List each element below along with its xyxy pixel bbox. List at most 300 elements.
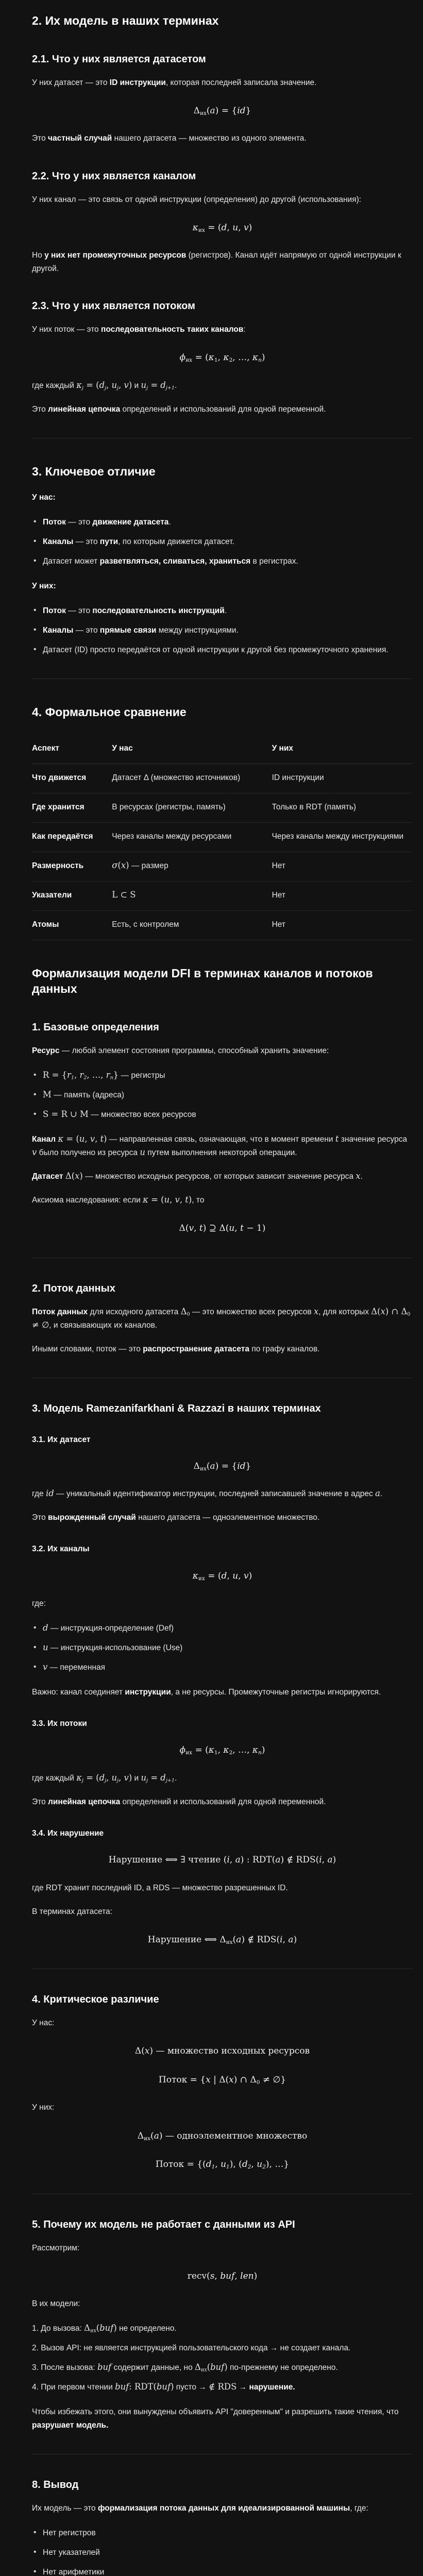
table-row (32, 852, 413, 881)
text-segment: нашего датасета — множество из одного элемента. (112, 134, 307, 143)
text-segment: κ (208, 352, 214, 363)
text-segment: v (244, 1570, 249, 1581)
text-segment: Размерность (32, 861, 84, 870)
text-segment: между инструкциями. (156, 625, 239, 635)
text-segment: разрушает модель. (32, 2421, 109, 2430)
paragraph (32, 1343, 413, 1356)
text-segment: разветвляться, сливаться, храниться (99, 556, 251, 566)
text-segment: их (200, 2367, 207, 2373)
text-segment: t (100, 1133, 104, 1144)
text-segment: где: (32, 1599, 46, 1608)
text-segment: У нас: (32, 493, 56, 502)
text-segment: У них: (32, 581, 56, 590)
text-segment: где каждый (32, 1773, 77, 1783)
formula-block (32, 1933, 413, 1947)
text-segment: по графу каналов. (249, 1344, 320, 1353)
text-segment: их (198, 1575, 205, 1582)
subsubsection-heading (32, 1435, 413, 1445)
text-segment: κ (252, 1745, 259, 1756)
text-segment: — это (73, 537, 100, 546)
text-segment: buf (156, 2382, 171, 2392)
paragraph (32, 491, 413, 504)
text-segment: κ (58, 1133, 64, 1144)
text-segment: В их модели: (32, 2299, 80, 2309)
text-segment: ) (224, 2362, 228, 2372)
subsection-heading (32, 1402, 413, 1415)
paragraph (32, 323, 413, 336)
text-segment: , которая последней записала значение. (165, 78, 317, 87)
text-segment: a (154, 2130, 159, 2141)
text-segment: 8. Вывод (32, 2479, 79, 2491)
list-item (32, 1641, 413, 1655)
text-segment: ) (261, 1745, 265, 1756)
text-segment: вырожденный случай (48, 1513, 136, 1522)
paragraph (32, 2405, 413, 2432)
text-segment: j (105, 385, 107, 391)
subsection-heading (32, 1993, 413, 2006)
text-segment: j+1 (165, 385, 175, 391)
text-segment: u (141, 1772, 147, 1783)
text-segment: 2.1. Что у них является датасетом (32, 53, 206, 65)
text-segment: нашего датасета — одноэлементное множество. (136, 1513, 320, 1522)
text-segment: x (206, 2074, 211, 2085)
formula-block (32, 2269, 413, 2284)
paragraph (32, 193, 413, 207)
text-segment: , (84, 1133, 90, 1144)
text-segment: пусто → (174, 2383, 209, 2392)
text-segment: κ (192, 1570, 198, 1581)
text-segment: d (99, 380, 105, 390)
text-segment: ) ∩ Δ (233, 2074, 257, 2085)
text-segment: по-прежнему не определено. (227, 2363, 338, 2372)
text-segment: , (217, 1745, 224, 1756)
text-segment: 1 (214, 357, 218, 364)
text-segment: Поток (43, 517, 66, 527)
text-segment: Только в RDT (память) (272, 802, 357, 811)
text-segment: — уникальный идентификатор инструкции, последней записавшей значение в адрес (54, 1489, 376, 1499)
text-segment: , (119, 380, 124, 390)
text-segment: Нарушение ⟺ ∃ чтение ( (108, 1855, 227, 1866)
table-header-cell: Аспект (32, 735, 112, 764)
text-segment: κ (76, 380, 82, 390)
list-item (32, 555, 413, 568)
text-segment: a (235, 1855, 241, 1866)
text-segment: в регистрах. (250, 556, 298, 566)
formula-block (32, 1569, 413, 1584)
table-cell (112, 764, 272, 793)
text-segment: 1 (211, 2163, 215, 2170)
text-segment: Есть, с контролем (112, 920, 179, 929)
text-segment: движение датасета (92, 517, 169, 527)
text-segment: v (124, 380, 129, 390)
text-segment: κ (223, 352, 229, 363)
text-segment: κ (223, 1745, 229, 1756)
text-segment: κ (76, 1772, 82, 1783)
text-segment: v (244, 222, 249, 233)
text-segment: ( (206, 105, 210, 116)
text-segment: M (43, 1089, 52, 1099)
table-row (32, 822, 413, 852)
text-segment: 5. Почему их модель не работает с данными из API (32, 2218, 295, 2230)
text-segment: id (237, 105, 246, 116)
text-segment: d (99, 1772, 105, 1783)
list-item (32, 2527, 413, 2540)
bullet-list (32, 1622, 413, 1674)
text-segment: ) (171, 2382, 174, 2392)
text-segment: t (199, 1223, 203, 1234)
text-segment: u (232, 222, 239, 233)
text-segment: , (282, 1934, 289, 1945)
text-segment: = ( (205, 222, 222, 233)
paragraph (32, 249, 413, 276)
text-segment: L ⊂ S (112, 889, 136, 900)
text-segment: было получено из ресурса (37, 1148, 140, 1157)
text-segment: Δ (401, 1306, 408, 1316)
text-segment: j (81, 1777, 83, 1784)
text-segment: u (43, 1642, 48, 1653)
table-row (32, 793, 413, 822)
text-segment: их (185, 1750, 193, 1756)
list-item (32, 516, 413, 529)
table-cell (32, 764, 112, 793)
text-segment: Где хранится (32, 802, 84, 811)
table-cell (112, 793, 272, 822)
text-segment: κ (192, 222, 198, 233)
text-segment: | Δ( (210, 2074, 229, 2085)
text-segment: их (199, 110, 207, 116)
paragraph (32, 1597, 413, 1611)
paragraph (32, 379, 413, 393)
text-segment: , (170, 1195, 175, 1205)
text-segment: — множество исходных ресурсов, от которых зависит значение ресурса (82, 1172, 356, 1181)
text-segment: Δ (195, 2362, 201, 2372)
text-segment: , (214, 2270, 221, 2281)
text-segment: , (106, 1772, 112, 1783)
text-segment: , (229, 1855, 235, 1866)
text-segment: Это (32, 134, 48, 143)
table-cell (272, 911, 413, 940)
text-segment: Каналы (43, 537, 74, 546)
paragraph (32, 2502, 413, 2515)
text-segment: = ( (83, 1772, 99, 1783)
text-segment: len (240, 2270, 254, 2281)
text-segment: s (210, 2270, 215, 2281)
list-item (32, 1089, 413, 1102)
text-segment: 0 (256, 2079, 260, 2086)
text-segment: } (113, 1070, 119, 1080)
text-segment: ), …} (265, 2159, 290, 2170)
text-segment: , (234, 2270, 241, 2281)
text-segment: . (360, 1172, 363, 1181)
table-cell (32, 822, 112, 852)
table-cell (112, 911, 272, 940)
formula-block (32, 104, 413, 118)
text-segment: У нас: (32, 2019, 55, 2028)
text-segment: ) (188, 1195, 192, 1205)
formula-block (32, 1459, 413, 1474)
text-segment: = ( (148, 1195, 164, 1205)
text-segment: последовательность инструкций (92, 606, 225, 615)
text-segment: t (185, 1195, 189, 1205)
text-segment: j (105, 1777, 107, 1784)
text-segment: 0 (407, 1311, 411, 1317)
text-segment: Но (32, 251, 45, 260)
text-segment: , (234, 1223, 241, 1234)
text-segment: 0 (187, 1311, 190, 1317)
text-segment: ) (113, 2323, 117, 2333)
text-segment: ) (104, 1133, 107, 1144)
text-segment: , (179, 1195, 185, 1205)
text-segment: — регистры (119, 1071, 165, 1080)
text-segment: , по которым движется датасет. (118, 537, 234, 546)
text-segment: a (327, 1855, 333, 1866)
text-segment: ) (128, 1772, 132, 1783)
text-segment: u (164, 1195, 170, 1205)
text-segment: , (74, 1070, 80, 1080)
text-segment: M (80, 1109, 89, 1119)
text-segment: ≠ ∅ (32, 1319, 49, 1330)
text-segment: . (224, 606, 227, 615)
text-segment: Важно: канал соединяет (32, 1688, 125, 1697)
formula-block (32, 1853, 413, 1868)
text-segment: Канал (32, 1134, 58, 1144)
text-segment: — множество всех ресурсов (88, 1110, 196, 1119)
text-segment: ) ∉ RDS( (280, 1855, 319, 1866)
text-segment: их (198, 227, 205, 233)
list-item (32, 2546, 413, 2560)
text-segment: У них канал — это связь от одной инструкции (определения) до другой (использования): (32, 195, 362, 204)
list-item (32, 2381, 413, 2394)
text-segment: Чтобы избежать этого, они вынуждены объявить API "доверенным" и разрешить такие чтения, что (32, 2408, 399, 2417)
text-segment: (регистров). Канал идёт напрямую от одной инструкции к другой. (32, 251, 401, 274)
text-segment: d (221, 1570, 227, 1581)
text-segment: = ( (192, 1745, 209, 1756)
text-segment: — это (65, 517, 93, 527)
table-cell (32, 793, 112, 822)
text-segment: . (174, 1773, 177, 1783)
paragraph (32, 2016, 413, 2030)
text-segment: — инструкция-использование (Use) (48, 1643, 183, 1653)
text-segment: id (45, 1488, 54, 1499)
text-segment: путем выполнения некоторой операции. (145, 1148, 297, 1157)
text-segment: recv( (187, 2270, 210, 2281)
subsubsection-heading (32, 1544, 413, 1554)
text-segment: 3.2. Их каналы (32, 1545, 90, 1554)
text-segment: i (227, 1855, 230, 1866)
text-segment: : RDT( (129, 2382, 157, 2392)
text-segment: , (119, 1772, 124, 1783)
text-segment: Через каналы между инструкциями (272, 832, 404, 841)
text-segment: , (227, 222, 233, 233)
text-segment: — это (73, 625, 100, 635)
text-segment: , для которых (318, 1307, 371, 1316)
text-segment: j (146, 385, 148, 391)
text-segment: v (32, 1147, 37, 1157)
table-cell (32, 911, 112, 940)
text-segment: У них: (32, 2103, 55, 2112)
text-segment: ) (332, 1855, 336, 1866)
text-segment: n (110, 1075, 113, 1081)
text-segment: Ресурс (32, 1046, 60, 1055)
text-segment: — инструкция-определение (Def) (48, 1624, 174, 1633)
text-segment: n (258, 1750, 262, 1756)
text-segment: a (210, 1461, 215, 1471)
text-segment: Нет (272, 890, 285, 900)
text-segment: ( (207, 2362, 211, 2372)
text-segment: S (43, 1109, 49, 1119)
text-segment: 3. Модель Ramezanifarkhani & Razzazi в наших терминах (32, 1402, 321, 1414)
text-segment: → (236, 2383, 249, 2392)
text-segment: Δ( (134, 2046, 145, 2057)
text-segment: = (48, 1109, 61, 1119)
list-item (32, 2566, 413, 2576)
subsection-heading (32, 2478, 413, 2492)
text-segment: . (380, 1489, 383, 1499)
text-segment: , (322, 1855, 328, 1866)
paragraph (32, 1170, 413, 1183)
text-segment: u (141, 380, 147, 390)
text-segment: Нет указателей (43, 2548, 100, 2557)
text-segment: где (32, 1489, 46, 1499)
text-segment: 1 (226, 2163, 230, 2170)
table-cell (32, 852, 112, 881)
text-segment: 2 (247, 2163, 251, 2170)
text-segment: d (206, 2159, 212, 2170)
text-segment: 2. Поток данных (32, 1282, 115, 1294)
text-segment: κ (208, 1745, 214, 1756)
text-segment: содержит данные, но (111, 2363, 195, 2372)
paragraph (32, 76, 413, 90)
text-segment: ( (206, 1461, 210, 1471)
text-segment: κ (143, 1195, 148, 1205)
text-segment: ) ∉ RDS( (241, 1934, 280, 1945)
text-segment: v (124, 1772, 129, 1783)
text-segment: распространение датасета (143, 1344, 250, 1353)
text-segment: ( (96, 2323, 100, 2333)
text-segment: 3.3. Их потоки (32, 1719, 87, 1728)
formula-block (32, 1221, 413, 1236)
text-segment: buf (97, 2362, 112, 2372)
section-heading (32, 966, 413, 997)
formula-block (32, 1743, 413, 1758)
text-segment: Это (32, 404, 48, 414)
text-segment: , а не ресурсы. Промежуточные регистры игнорируются. (171, 1688, 381, 1697)
text-segment: где RDT хранит последний ID, а RDS — множество разрешенных ID. (32, 1883, 288, 1892)
text-segment: v (90, 1133, 95, 1144)
text-segment: ≠ ∅} (260, 2074, 286, 2085)
text-segment: , (217, 352, 224, 363)
list-item (32, 2342, 413, 2355)
text-segment: Иными словами, поток — это (32, 1344, 143, 1353)
text-segment: В терминах датасета: (32, 1907, 112, 1916)
text-segment: ) (79, 1171, 83, 1181)
bullet-list (32, 516, 413, 568)
text-segment: Δ( (65, 1171, 75, 1181)
text-segment: u (229, 1223, 235, 1234)
text-segment: d (221, 222, 227, 233)
text-segment: — память (адреса) (51, 1090, 125, 1099)
text-segment: Δ( (179, 1223, 189, 1234)
text-segment: их (90, 2328, 96, 2334)
text-segment: Нет арифметики (43, 2568, 105, 2576)
text-segment: 2.2. Что у них является каналом (32, 170, 196, 182)
text-segment: Датасет (32, 1172, 65, 1181)
text-segment: a (210, 105, 215, 116)
text-segment: определений и использований для одной переменной. (120, 1798, 326, 1807)
text-segment: u (111, 1772, 117, 1783)
text-segment: , и связывающих их каналов. (49, 1320, 158, 1330)
text-segment: 1 (71, 1075, 74, 1081)
text-segment: их (226, 1939, 233, 1945)
text-segment: buf (210, 2362, 225, 2372)
text-segment: 1. Базовые определения (32, 1021, 159, 1033)
text-segment: , (227, 1570, 233, 1581)
table-row (32, 881, 413, 910)
text-segment: ID инструкции (109, 78, 166, 87)
text-segment: Вызов API: не является инструкцией пользовательского кода → не создает канала. (41, 2344, 351, 2353)
text-segment: ( (150, 2130, 154, 2141)
paragraph (32, 1795, 413, 1809)
bullet-list (32, 604, 413, 657)
text-segment: 2 (262, 2163, 266, 2170)
list-item (32, 2322, 413, 2335)
text-segment: id (237, 1461, 246, 1471)
subsection-heading (32, 170, 413, 183)
text-segment: u (79, 1133, 85, 1144)
comparison-table (32, 735, 413, 940)
text-segment: где каждый (32, 381, 77, 390)
text-segment: для исходного датасета (88, 1307, 181, 1316)
paragraph (32, 2101, 413, 2114)
text-segment: j (117, 385, 119, 391)
text-segment: r (106, 1070, 110, 1080)
text-segment: v (189, 1223, 194, 1234)
subsection-heading (32, 1282, 413, 1295)
text-segment: 2 (229, 1750, 233, 1756)
text-segment: — переменная (47, 1663, 106, 1672)
text-segment: ( (232, 1934, 236, 1945)
text-segment: ) = { (215, 1461, 238, 1471)
text-segment: Их модель — это (32, 2504, 98, 2513)
list-item (32, 604, 413, 618)
text-segment: — направленная связь, означающая, что в момент времени (107, 1134, 335, 1144)
text-segment: не определено. (116, 2324, 177, 2333)
text-segment: u (140, 1147, 145, 1157)
text-segment: 1 (214, 1750, 218, 1756)
text-segment: формализация потока данных для идеализированной машины (97, 2504, 350, 2513)
text-segment: ) (248, 222, 252, 233)
text-segment: = (148, 380, 161, 390)
text-segment: — это (65, 606, 93, 615)
text-segment: . (174, 381, 177, 390)
text-segment: , (194, 1223, 199, 1234)
text-segment: их (199, 1465, 207, 1472)
text-segment: После вызова: (41, 2363, 97, 2372)
text-segment: u (257, 2159, 263, 2170)
text-segment: 3. Ключевое отличие (32, 464, 156, 478)
text-segment: d (242, 2159, 248, 2170)
paragraph (32, 1194, 413, 1207)
text-segment: n (258, 357, 262, 364)
table-header-cell: У них (272, 735, 413, 764)
table-cell (272, 881, 413, 910)
text-segment: Датасет (ID) просто передаётся от одной инструкции к другой без промежуточного хранения. (43, 645, 388, 654)
text-segment: t (240, 1223, 244, 1234)
formula-block (32, 221, 413, 235)
list-item (32, 1108, 413, 1122)
text-segment: Нет (272, 920, 285, 929)
text-segment: a (375, 1488, 380, 1499)
